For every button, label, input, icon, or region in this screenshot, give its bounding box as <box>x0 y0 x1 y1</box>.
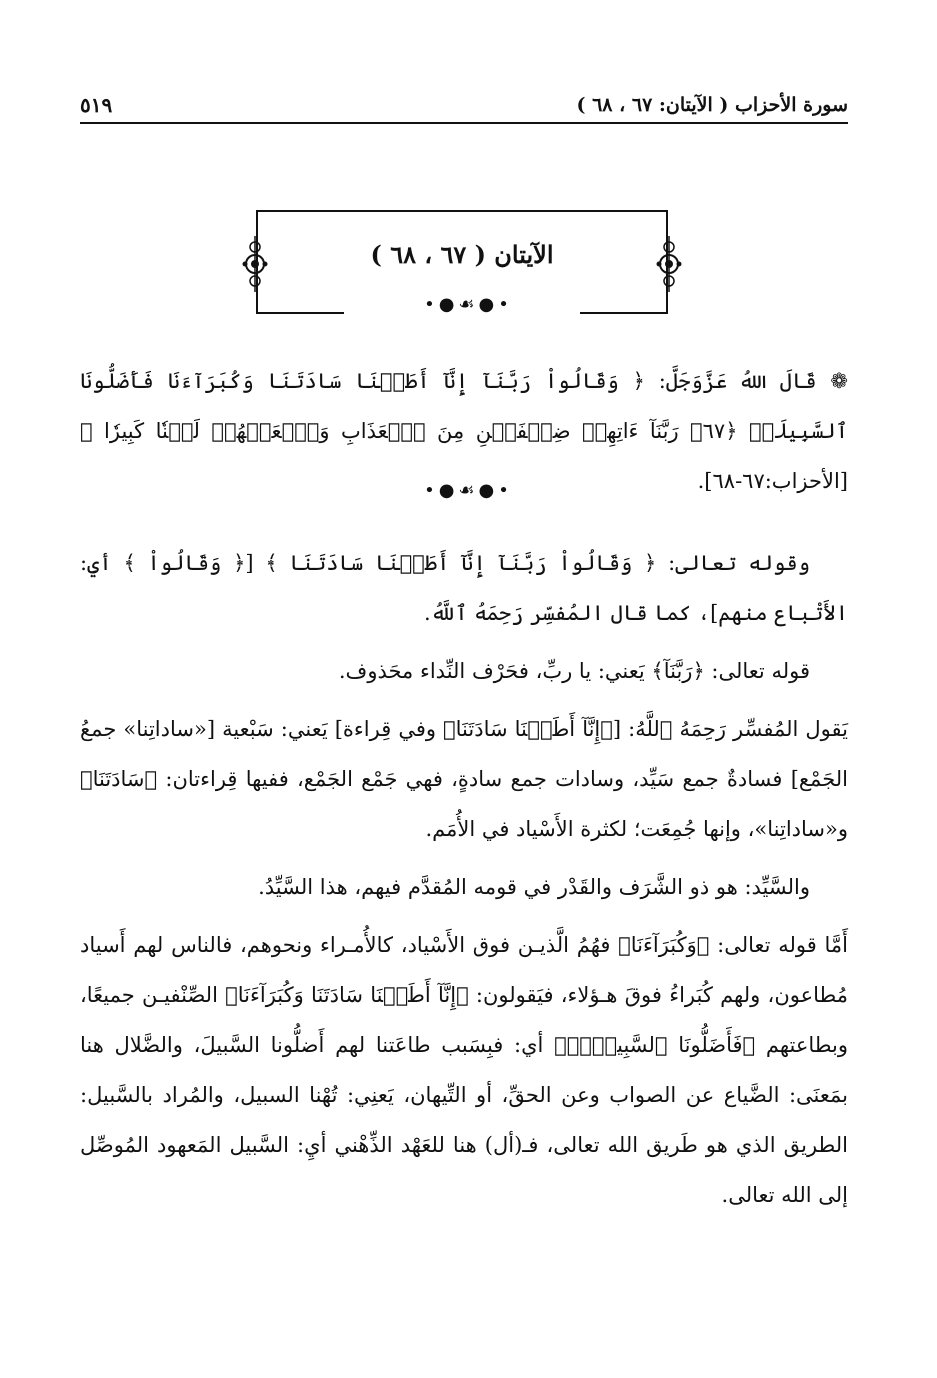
paragraph: والسَّيِّد: هو ذو الشَّرَف والقَدْر في قومه المُقدَّم فيهم، هذا السَّيِّدُ. <box>258 875 810 899</box>
page-number: ٥١٩ <box>80 93 113 117</box>
page-header <box>80 88 848 124</box>
paragraph: قوله تعالى: ﴿رَبَّنَآ﴾ يَعني: يا ربِّ، فحَرْف النِّداء محَذوف. <box>338 659 810 683</box>
ornamental-divider: •●☙●• <box>424 294 513 315</box>
running-title: سورة الأحزاب ( الآيتان: ٦٧ ، ٦٨ ) <box>576 94 848 116</box>
section-title: الآيتان ( ٦٧ ، ٦٨ ) <box>370 240 554 269</box>
ornamental-divider: •●☙●• <box>424 480 513 501</box>
commentary-body <box>80 538 848 1228</box>
paragraph: وقوله تعالى: ﴿ وَقَالُواْ رَبَّنَآ إِنَّآ أَطَعۡنَا سَادَتَنَا ﴾ [﴿ وَقَالُواْ ﴾ أيِ: الأَتْباع منهم]، كما قال المُفسِّر رَحِمَهُ ٱللَّهُ. <box>80 551 848 625</box>
paragraph: يَقول المُفسِّر رَحِمَهُ ٱللَّهُ: [﴿إِنَّآ أَطَعۡنَا سَادَتَنَا﴾ وفي قِراءة] يَعني: سَبْعية [«ساداتِنا» جمعُ الجَمْع] فسادةٌ جمع سَيِّد، وسادات جمع سادةٍ، فهي جَمْع الجَمْع، ففيها قِراءتان: ﴿سَادَتَنَا﴾ و«ساداتِنا»، وإنها جُمِعَت؛ لكثرة الأَسْياد في الأُمَم. <box>80 717 848 841</box>
frame-top-line <box>256 210 668 212</box>
paragraph: أَمَّا قوله تعالى: ﴿وَكُبَرَآءَنَا﴾ فهُمُ الَّذيـن فوق الأَسْياد، كالأُمـراء ونحوهم، فالناس لهم أَسياد مُطاعون، ولهم كُبَراءُ فوقَ هـؤلاء، فيَقولون: ﴿إِنَّآ أَطَعۡنَا سَادَتَنَا وَكُبَرَآءَنَا﴾ الصِّنْفيـن جميعًا، وبطاعتهم ﴿فَأَضَلُّونَا ٱلسَّبِيلَا۠﴾ أي: فبِسَبب طاعَتنا لهم أَضلُّونا السَّبيلَ، والضَّلال هنا بمَعنَى: الضَّياع عن الصواب وعن الحقِّ، أو التِّيهان، يَعنِي: تُهْنا السبيل، والمُراد بالسَّبيل: الطريق الذي هو طَريق الله تعالى، فـ(أل) هنا للعَهْد الذِّهْني أيِ: السَّبيل المَعهود المُوصِّل إلى الله تعالى. <box>80 933 848 1207</box>
quran-verse: ❁ قَالَ اللهُ عَزَّوَجَلَّ: ﴿ وَقَالُواْ رَبَّنَآ إِنَّآ أَطَعۡنَا سَادَتَنَا وَكُبَرَآءَنَا فَأَضَلُّونَا ٱلسَّبِيلَا۠ ﴿٦٧﴾ رَبَّنَآ ءَاتِهِمۡ ضِعۡفَيۡنِ مِنَ ٱلۡعَذَابِ وَٱلۡعَنۡهُمۡ لَعۡنٗا كَبِيرٗا ﴾ [الأحزاب:٦٧-٦٨]. <box>80 369 849 493</box>
